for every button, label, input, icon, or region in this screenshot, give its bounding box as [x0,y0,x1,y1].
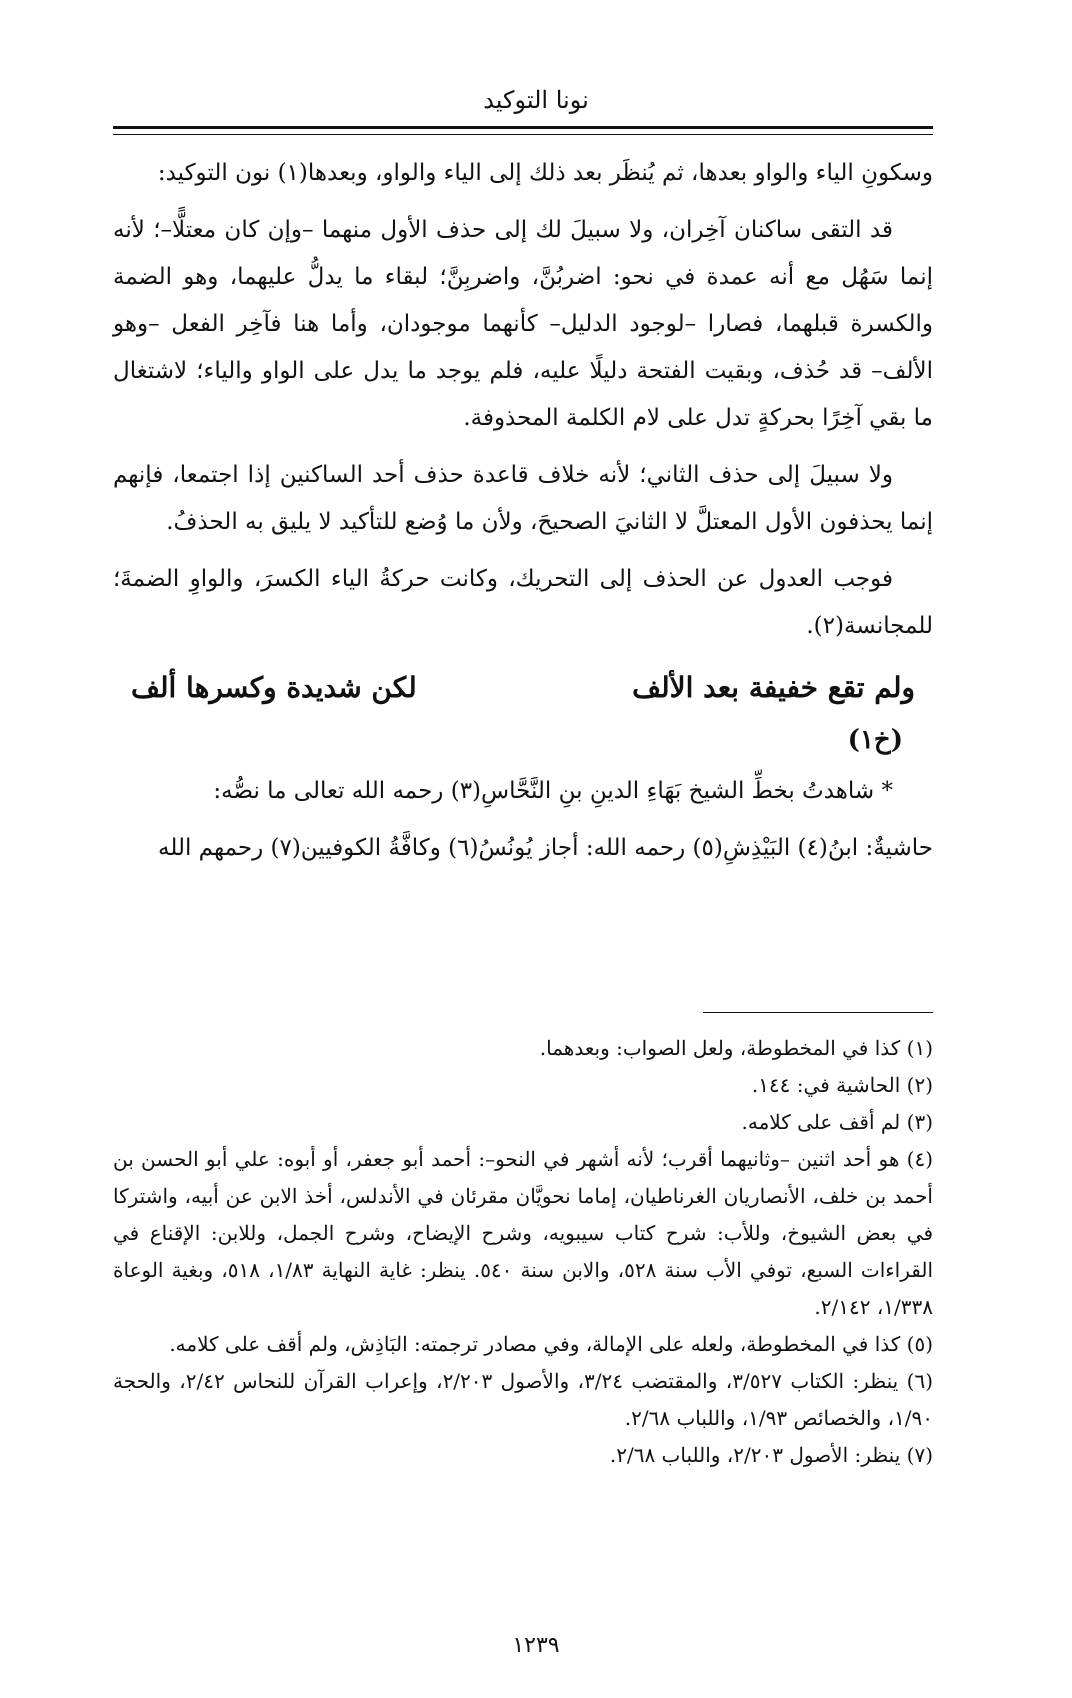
page-number: ١٢٣٩ [512,1633,560,1658]
paragraph-3: ولا سبيلَ إلى حذف الثاني؛ لأنه خلاف قاعدة حذف أحد الساكنين إذا اجتمعا، فإنهم إنما يحذفون الأول المعتلَّ لا الثانيَ الصحيحَ، ولأن ما وُضع للتأكيد لا يليق به الحذفُ. [113,462,933,535]
footnote-4: (٤) هو أحد اثنين –وثانيهما أقرب؛ لأنه أشهر في النحو–: أحمد أبو جعفر، أو أبوه: علي أبو الحسن بن أحمد بن خلف، الأنصاريان الغرناطيان، إماما نحويَّان مقرئان في الأندلس، أخذ الابن عن أبيه، واشتركا في بعض الشيوخ، وللأب: شرح كتاب سيبويه، وشرح الإيضاح، وشرح الجمل، وللابن: الإقناع في القراءات السبع، توفي الأب سنة ٥٢٨، والابن سنة ٥٤٠. ينظر: غاية النهاية ١/٨٣، ٥١٨، وبغية الوعاة ١/٣٣٨، ٢/١٤٢. [113,1147,934,1319]
footnote-5: (٥) كذا في المخطوطة، ولعله على الإمالة، وفي مصادر ترجمته: البَاذِش، ولم أقف على كلامه. [169,1332,933,1356]
header-rule-thin [113,134,933,135]
footnotes [113,1030,933,1474]
running-header: نونا التوكيد [483,86,589,114]
footnote-2: (٢) الحاشية في: ١٤٤. [751,1073,933,1097]
main-text [113,150,933,882]
footnote-7: (٧) ينظر: الأصول ٢/٢٠٣، واللباب ٢/٦٨. [609,1443,933,1467]
paragraph-4: فوجب العدول عن الحذف إلى التحريك، وكانت حركةُ الياء الكسرَ، والواوِ الضمةَ؛ للمجانسة(٢). [113,566,933,639]
verse-first-hemistich: ولم تقع خفيفة بعد الألف [632,671,915,704]
header-rule-thick [113,126,933,129]
footnote-1: (١) كذا في المخطوطة، ولعل الصواب: وبعدهما. [539,1036,933,1060]
footnote-3: (٣) لم أقف على كلامه. [741,1110,933,1134]
verse-second-hemistich: لكن شديدة وكسرها ألف [131,671,417,704]
verse-label: (خ١) [847,725,903,755]
paragraph-1: وسكونِ الياء والواو بعدها، ثم يُنظَر بعد ذلك إلى الياء والواو، وبعدها(١) نون التوكيد: [157,160,933,186]
footnote-separator [703,1012,933,1013]
paragraph-5: * شاهدتُ بخطِّ الشيخ بَهَاءِ الدينِ بنِ النَّحَّاسِ(٣) رحمه الله تعالى ما نصُّه: [213,778,893,804]
poetry-verse [113,660,933,716]
footnote-6: (٦) ينظر: الكتاب ٣/٥٢٧، والمقتضب ٣/٢٤، والأصول ٢/٢٠٣، وإعراب القرآن للنحاس ٢/٤٢، والحجة ١/٩٠، والخصائص ١/٩٣، واللباب ٢/٦٨. [113,1369,933,1430]
paragraph-2: قد التقى ساكنان آخِران، ولا سبيلَ لك إلى حذف الأول منهما –وإن كان معتلًّا–؛ لأنه إنما سَهُل مع أنه عمدة في نحو: اضربُنَّ، واضربِنَّ؛ لبقاء ما يدلُّ عليهما، وهو الضمة والكسرة قبلهما، فصارا –لوجود الدليل– كأنهما موجودان، وأما هنا فآخِر الفعل –وهو الألف– قد حُذف، وبقيت الفتحة دليلًا عليه، فلم يوجد ما يدل على الواو والياء؛ لاشتغال ما بقي آخِرًا بحركةٍ تدل على لام الكلمة المحذوفة. [113,217,933,431]
paragraph-6: حاشيةٌ: ابنُ(٤) البَيْذِشِ(٥) رحمه الله: أجاز يُونُسُ(٦) وكافَّةُ الكوفيين(٧) رحمهم الله [158,835,933,861]
